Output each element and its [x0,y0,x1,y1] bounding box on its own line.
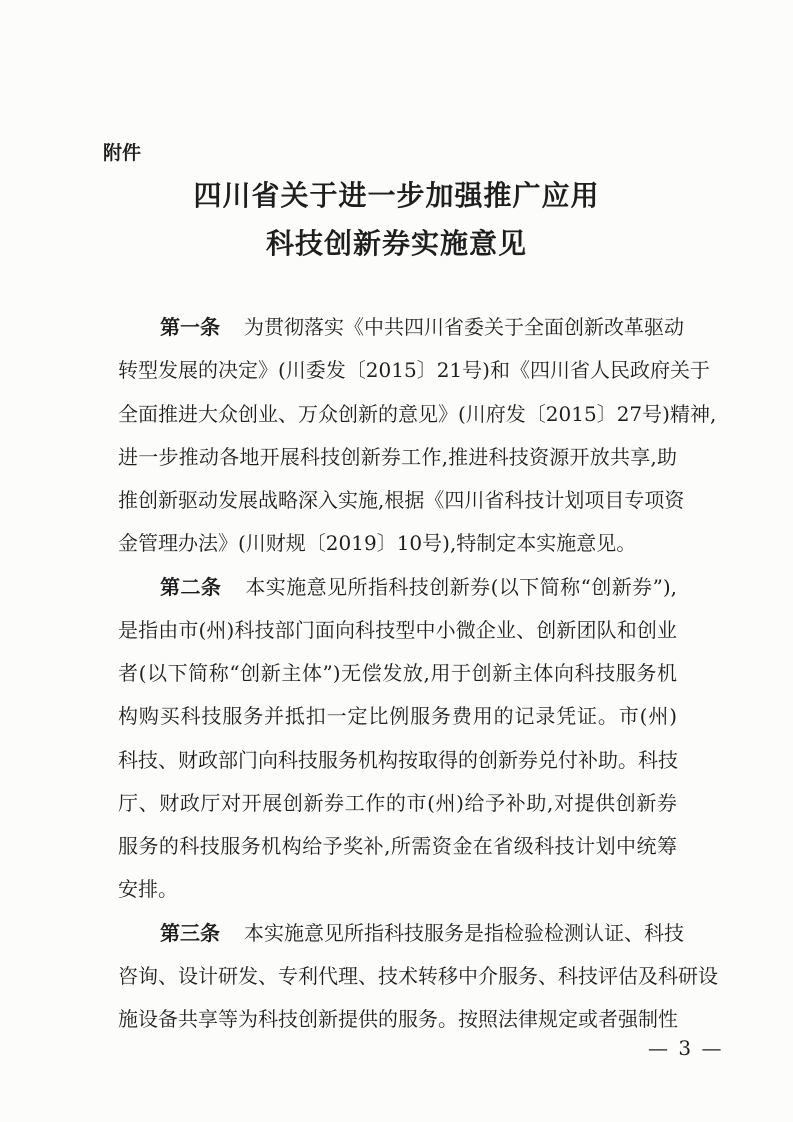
article-line: 转型发展的决定》(川委发〔2015〕21号)和《四川省人民政府关于 [118,358,710,383]
article-1-first-line [118,312,684,355]
article-3-first-line [118,918,684,961]
article-text: 为贯彻落实《中共四川省委关于全面创新改革驱动 [244,315,684,339]
article-line: 咨询、设计研发、专利代理、技术转移中介服务、科技评估及科研设 [118,963,718,988]
article-2-heading: 第二条 [160,574,222,599]
page-number: — 3 — [648,1036,724,1060]
article-line: 是指由市(州)科技部门面向科技型中小微企业、创新团队和创业 [118,617,677,642]
document-title-line-2: 科技创新券实施意见 [265,227,527,260]
article-line: 安排。 [118,877,178,902]
article-2-first-line [118,572,677,615]
article-line: 服务的科技服务机构给予奖补,所需资金在省级科技计划中统筹 [118,834,677,858]
article-text: 本实施意见所指科技服务是指检验检测认证、科技 [244,920,684,945]
document-body [118,312,718,1047]
article-line: 科技、财政部门向科技服务机构按取得的创新券兑付补助。科技 [118,747,678,772]
article-line: 厅、财政厅对开展创新券工作的市(州)给予补助,对提供创新券 [118,790,677,815]
article-line: 推创新驱动发展战略深入实施,根据《四川省科技计划项目专项资 [118,488,685,512]
article-line: 构购买科技服务并抵扣一定比例服务费用的记录凭证。市(州) [118,704,677,729]
attachment-label: 附件 [103,142,142,164]
article-line: 施设备共享等为科技创新提供的服务。按照法律规定或者强制性 [118,1007,678,1031]
article-line: 金管理办法》(川财规〔2019〕10号),特制定本实施意见。 [118,531,637,556]
article-line: 者(以下简称“创新主体”)无偿发放,用于创新主体向科技服务机 [118,661,677,685]
article-1-heading: 第一条 [160,315,220,339]
document-title-line-1: 四川省关于进一步加强推广应用 [193,179,600,212]
article-line: 全面推进大众创业、万众创新的意见》(川府发〔2015〕27号)精神, [118,401,717,426]
article-3-heading: 第三条 [160,920,220,945]
article-text: 本实施意见所指科技创新券(以下简称“创新券”), [245,574,677,599]
article-line: 进一步推动各地开展科技创新券工作,推进科技资源开放共享,助 [118,444,677,469]
